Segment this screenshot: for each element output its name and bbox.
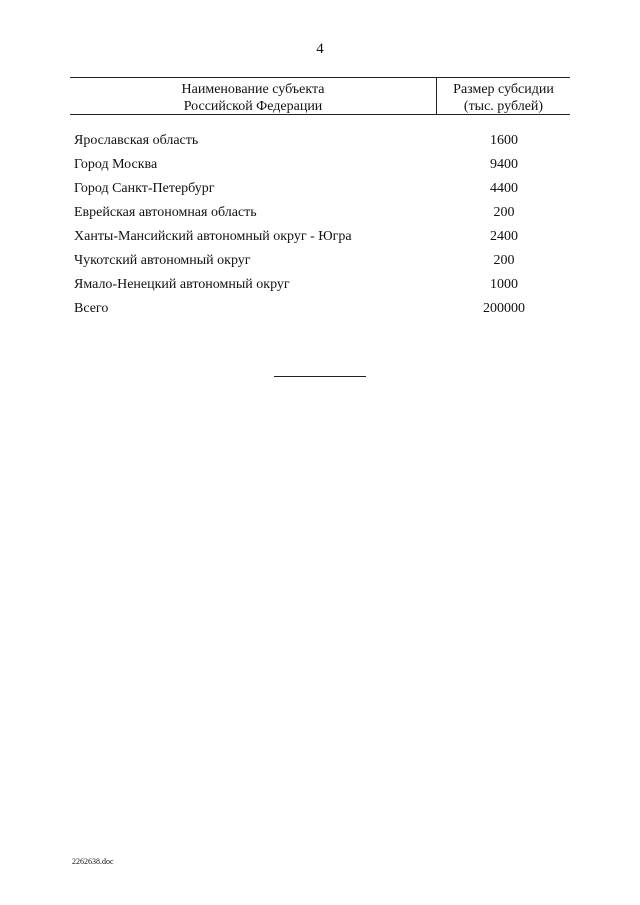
row-total-value: 200000: [483, 301, 525, 316]
column-header-subject-line2: Российской Федерации: [183, 99, 323, 114]
row-subject-name: Город Санкт-Петербург: [74, 181, 215, 196]
row-subsidy-value: 9400: [490, 157, 518, 172]
row-subsidy-value: 200: [493, 253, 515, 268]
table-row: [74, 275, 564, 299]
row-subsidy-value: 200: [493, 205, 515, 220]
row-subject-name: Еврейская автономная область: [74, 205, 257, 220]
table-header-row: [70, 77, 570, 115]
row-subject-name: Ямало-Ненецкий автономный округ: [74, 277, 290, 292]
row-subject-name: Ярославская область: [74, 133, 199, 148]
table-row: [74, 179, 564, 203]
column-header-subsidy-line2: (тыс. рублей): [463, 99, 544, 114]
row-subject-name: Ханты-Мансийский автономный округ - Югра: [74, 229, 352, 244]
table-row: [74, 131, 564, 155]
column-header-subject: [70, 81, 436, 115]
end-of-document-rule: [274, 376, 366, 377]
column-header-subsidy-line1: Размер субсидии: [453, 82, 554, 97]
table-row-total: [74, 299, 564, 323]
subsidy-table-body: [74, 131, 564, 323]
row-subsidy-value: 1600: [490, 133, 518, 148]
row-total-label: Всего: [74, 301, 109, 316]
column-header-subject-line1: Наименование субъекта: [181, 82, 325, 97]
table-row: [74, 203, 564, 227]
subsidy-table-header: [70, 77, 570, 115]
document-file-code: 2262638.doc: [72, 857, 114, 866]
row-subject-name: Город Москва: [74, 157, 158, 172]
row-subsidy-value: 1000: [490, 277, 518, 292]
table-row: [74, 227, 564, 251]
row-subsidy-value: 4400: [490, 181, 518, 196]
table-row: [74, 251, 564, 275]
row-subsidy-value: 2400: [490, 229, 518, 244]
row-subject-name: Чукотский автономный округ: [74, 253, 251, 268]
page-number: 4: [316, 41, 324, 57]
table-row: [74, 155, 564, 179]
column-header-subsidy: [437, 81, 570, 115]
